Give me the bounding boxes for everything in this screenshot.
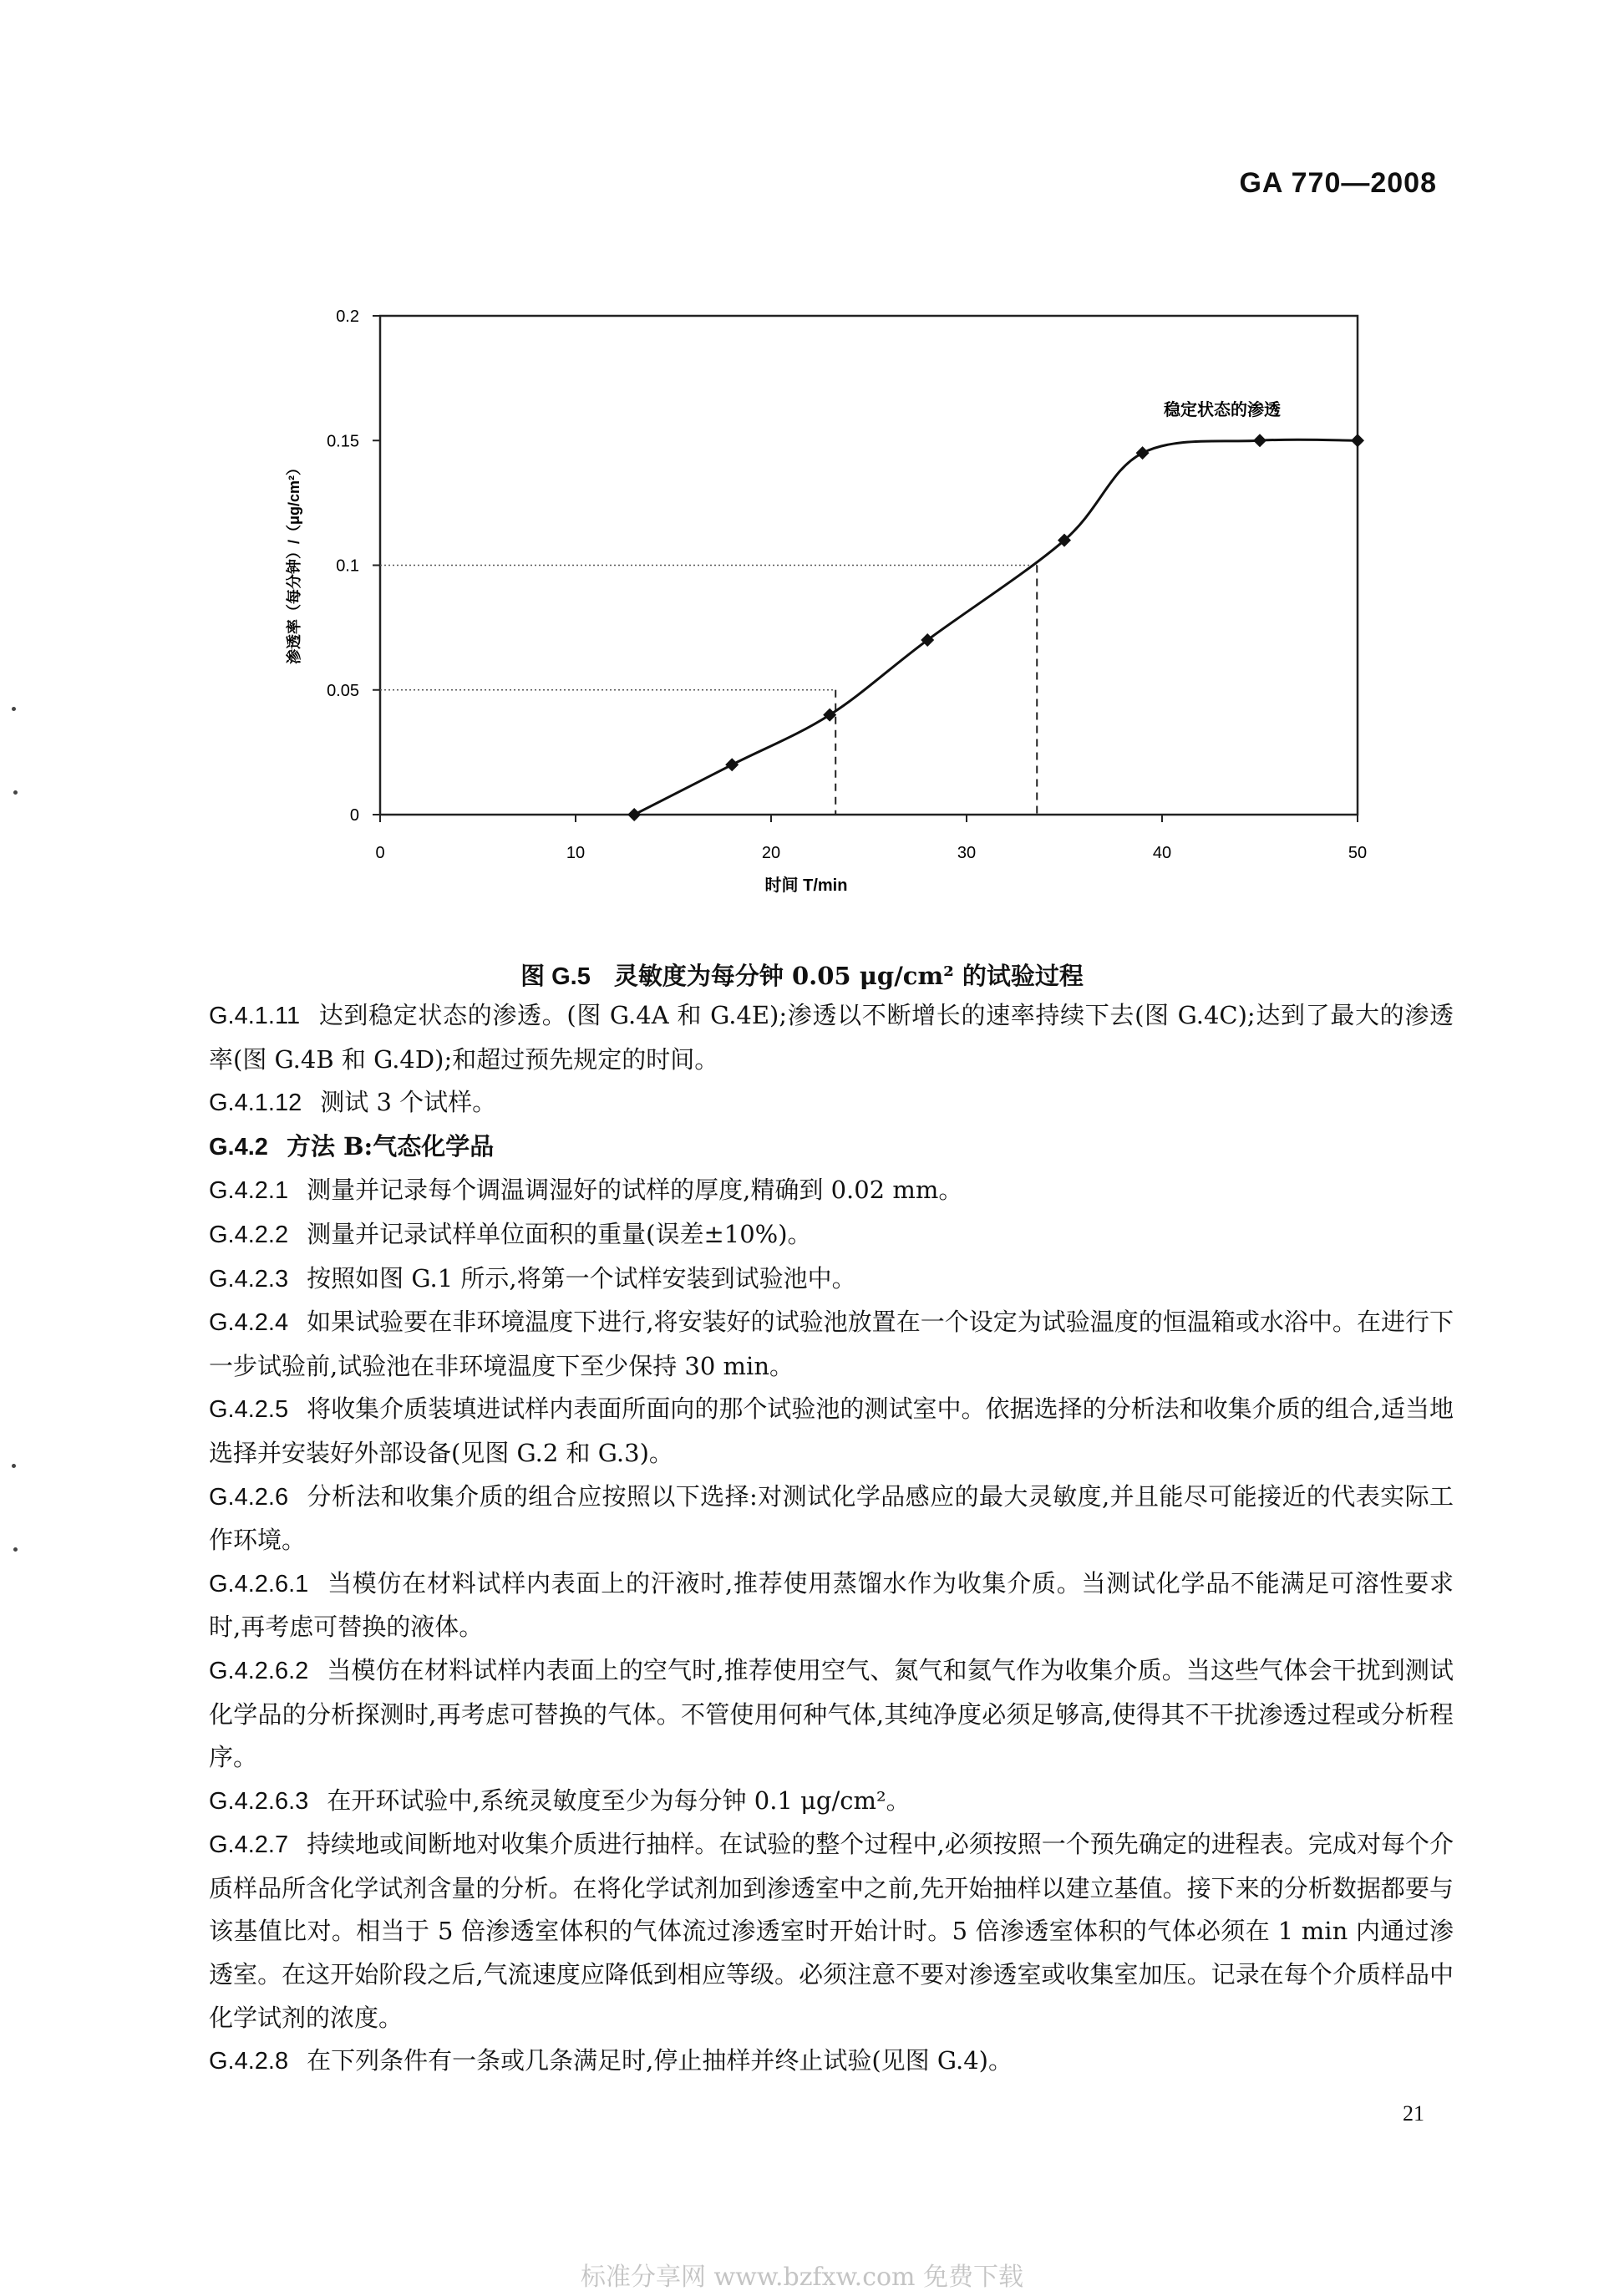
steady-state-annotation: 稳定状态的渗透 bbox=[1164, 401, 1281, 419]
clause-text: 将收集介质装填进试样内表面所面向的那个试验池的测试室中。依据选择的分析法和收集介质的组合,适当地选择并安装好外部设备(见图 G.2 和 G.3)。 bbox=[209, 1394, 1454, 1467]
clause-g-4-2-7 bbox=[209, 1823, 1454, 2039]
series-line bbox=[634, 439, 1358, 815]
body-text bbox=[209, 994, 1454, 2084]
clause-g-4-2-5 bbox=[209, 1388, 1454, 1475]
data-point-marker bbox=[725, 758, 739, 771]
x-tick-label: 0 bbox=[375, 844, 385, 862]
y-tick-label: 0.05 bbox=[327, 681, 359, 700]
x-axis-label: 时间 T/min bbox=[764, 876, 848, 895]
clause-number: G.4.2.6.2 bbox=[209, 1657, 309, 1684]
clause-g-4-2-6-3 bbox=[209, 1780, 1454, 1824]
clause-text: 方法 B:气态化学品 bbox=[286, 1131, 495, 1161]
clause-number: G.4.2 bbox=[209, 1133, 268, 1161]
permeation-chart bbox=[0, 0, 1604, 952]
clause-text: 测量并记录每个调温调湿好的试样的厚度,精确到 0.02 mm。 bbox=[307, 1176, 963, 1205]
data-point-marker bbox=[1351, 434, 1364, 447]
clause-g-4-2-6-2 bbox=[209, 1649, 1454, 1780]
clause-g-4-2 bbox=[209, 1125, 1454, 1170]
y-tick-label: 0.15 bbox=[327, 432, 359, 451]
clause-text: 在下列条件有一条或几条满足时,停止抽样并终止试验(见图 G.4)。 bbox=[307, 2046, 1013, 2075]
y-axis-label: 渗透率（每分钟）/（μg/cm²） bbox=[286, 460, 302, 665]
clause-text: 如果试验要在非环境温度下进行,将安装好的试验池放置在一个设定为试验温度的恒温箱或水浴中。在进行下一步试验前,试验池在非环境温度下至少保持 30 min。 bbox=[209, 1308, 1454, 1380]
y-tick-label: 0.2 bbox=[336, 307, 359, 326]
clause-text: 当模仿在材料试样内表面上的空气时,推荐使用空气、氮气和氦气作为收集介质。当这些气体会干扰到测试化学品的分析探测时,再考虑可替换的气体。不管使用何种气体,其纯净度必须足够高,使得其不干扰渗透过程或分析程序。 bbox=[209, 1655, 1454, 1772]
clause-g-4-2-4 bbox=[209, 1301, 1454, 1388]
clause-g-4-1-11 bbox=[209, 994, 1454, 1081]
scan-mark bbox=[13, 790, 18, 795]
clause-text: 在开环试验中,系统灵敏度至少为每分钟 0.1 μg/cm²。 bbox=[327, 1785, 911, 1815]
figure-caption bbox=[0, 958, 1604, 992]
clause-number: G.4.2.5 bbox=[209, 1396, 289, 1424]
y-axis-ticks bbox=[327, 307, 380, 825]
clause-g-4-2-6-1 bbox=[209, 1562, 1454, 1649]
clause-number: G.4.2.1 bbox=[209, 1177, 289, 1205]
clause-text: 分析法和收集介质的组合应按照以下选择:对测试化学品感应的最大灵敏度,并且能尽可能接近的代表实际工作环境。 bbox=[209, 1481, 1454, 1555]
clause-text: 测试 3 个试样。 bbox=[320, 1088, 497, 1117]
clause-number: G.4.2.3 bbox=[209, 1265, 289, 1293]
clause-number: G.4.2.6.3 bbox=[209, 1787, 309, 1815]
figure-caption-text: 灵敏度为每分钟 0.05 μg/cm² 的试验过程 bbox=[613, 962, 1084, 990]
data-point-marker bbox=[627, 808, 641, 821]
watermark: 标准分享网 www.bzfxw.com 免费下载 bbox=[580, 2263, 1024, 2292]
clause-g-4-2-2 bbox=[209, 1213, 1454, 1257]
clause-number: G.4.2.8 bbox=[209, 2048, 289, 2075]
clause-g-4-2-3 bbox=[209, 1257, 1454, 1302]
data-point-marker bbox=[823, 709, 836, 722]
clause-text: 按照如图 G.1 所示,将第一个试样安装到试验池中。 bbox=[307, 1263, 856, 1293]
clause-number: G.4.2.7 bbox=[209, 1831, 289, 1859]
clause-number: G.4.1.11 bbox=[209, 1003, 301, 1029]
scan-mark bbox=[12, 707, 16, 711]
clause-number: G.4.2.6 bbox=[209, 1483, 289, 1511]
figure-number: 图 G.5 bbox=[520, 963, 591, 990]
clause-number: G.4.2.6.1 bbox=[209, 1570, 309, 1598]
y-tick-label: 0 bbox=[349, 806, 359, 825]
standard-id: GA 770—2008 bbox=[1239, 167, 1437, 199]
page-number: 21 bbox=[1403, 2101, 1424, 2126]
x-tick-label: 40 bbox=[1152, 844, 1172, 862]
clause-g-4-2-6 bbox=[209, 1476, 1454, 1562]
clause-g-4-2-8 bbox=[209, 2039, 1454, 2084]
x-axis-ticks bbox=[375, 815, 1367, 862]
x-tick-label: 30 bbox=[957, 844, 977, 862]
clause-text: 当模仿在材料试样内表面上的汗液时,推荐使用蒸馏水作为收集介质。当测试化学品不能满足可溶性要求时,再考虑可替换的液体。 bbox=[209, 1568, 1454, 1642]
clause-g-4-2-1 bbox=[209, 1169, 1454, 1213]
clause-number: G.4.1.12 bbox=[209, 1090, 302, 1117]
scan-mark bbox=[13, 1547, 18, 1552]
scan-mark bbox=[12, 1464, 16, 1468]
clause-number: G.4.2.4 bbox=[209, 1309, 289, 1337]
clause-text: 达到稳定状态的渗透。(图 G.4A 和 G.4E);渗透以不断增长的速率持续下去(图 G.4C);达到了最大的渗透率(图 G.4B 和 G.4D);和超过预先规定的时间。 bbox=[209, 1001, 1454, 1074]
x-tick-label: 50 bbox=[1348, 844, 1368, 862]
clause-g-4-1-12 bbox=[209, 1081, 1454, 1125]
x-tick-label: 10 bbox=[566, 844, 586, 862]
data-point-marker bbox=[1136, 446, 1150, 460]
clause-text: 持续地或间断地对收集介质进行抽样。在试验的整个过程中,必须按照一个预先确定的进程表。完成对每个介质样品所含化学试剂含量的分析。在将化学试剂加到渗透室中之前,先开始抽样以建立基值。接下来的分析数据都要与该基值比对。相当于 5 倍渗透室体积的气体流过渗透室时开始计时。5 倍渗透室体积的气体必须在 1 min 内通过渗透室。在这开始阶段之后,气流速度应降低到相应等级。必须注意不要对渗透室或收集室加压。记录在每个介质样品中化学试剂的浓度。 bbox=[209, 1830, 1454, 2032]
clause-text: 测量并记录试样单位面积的重量(误差±10%)。 bbox=[307, 1219, 812, 1248]
data-point-marker bbox=[1253, 434, 1266, 447]
data-series bbox=[627, 434, 1364, 821]
x-tick-label: 20 bbox=[761, 844, 781, 862]
y-tick-label: 0.1 bbox=[336, 556, 359, 576]
clause-number: G.4.2.2 bbox=[209, 1221, 289, 1248]
